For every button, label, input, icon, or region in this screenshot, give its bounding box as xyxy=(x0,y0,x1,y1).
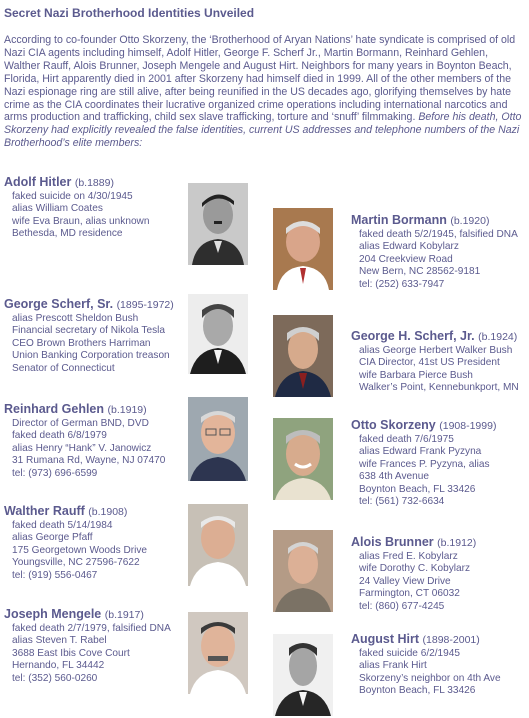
portrait-icon xyxy=(188,612,248,694)
entry-lines xyxy=(4,418,165,480)
entry-line: 31 Rumana Rd, Wayne, NJ 07470 xyxy=(12,455,166,467)
entry-line: 24 Valley View Drive xyxy=(359,575,451,587)
entry-name: Adolf Hitler xyxy=(4,175,72,189)
portrait-icon xyxy=(188,183,248,265)
entry-reinhard-gehlen xyxy=(4,402,165,480)
entry-line: wife Eva Braun, alias unknown xyxy=(12,215,150,227)
portrait-photo-scherf-sr xyxy=(188,294,248,374)
entry-name: George H. Scherf, Jr. xyxy=(351,329,475,343)
portrait-photo-bormann xyxy=(273,208,333,290)
entry-years: (b.1912) xyxy=(437,537,477,549)
portrait-icon xyxy=(273,530,333,612)
portrait-photo-brunner xyxy=(273,530,333,612)
entry-lines xyxy=(351,434,496,508)
intro-paragraph xyxy=(4,34,526,150)
portrait-photo-rauff xyxy=(188,504,248,586)
entry-line: 638 4th Avenue xyxy=(359,471,429,483)
entry-line: New Bern, NC 28562-9181 xyxy=(359,266,481,278)
entry-lines xyxy=(4,623,171,685)
entry-years: (1898-2001) xyxy=(422,634,480,646)
portrait-icon xyxy=(273,418,333,500)
entry-line: faked death 7/6/1975 xyxy=(359,434,454,445)
entry-line: alias William Coates xyxy=(12,203,103,215)
entry-name: George Scherf, Sr. xyxy=(4,297,114,311)
entry-name: August Hirt xyxy=(351,632,420,646)
entry-line: tel: (919) 556-0467 xyxy=(12,569,98,581)
portrait-photo-hirt xyxy=(273,634,333,716)
entry-line: faked suicide 6/2/1945 xyxy=(359,648,461,659)
entry-line: CIA Director, 41st US President xyxy=(359,357,500,369)
entry-years: (1908-1999) xyxy=(439,420,497,432)
entry-line: alias Edward Kobylarz xyxy=(359,241,459,253)
entry-walther-rauff xyxy=(4,504,147,582)
portrait-icon xyxy=(188,294,248,374)
entry-line: wife Barbara Pierce Bush xyxy=(359,369,473,381)
page-title: Secret Nazi Brotherhood Identities Unveiled xyxy=(4,6,255,20)
intro-italic-text: Before his death, Otto Skorzeny had explicitly revealed the false identities, current US addresses and telephone numbers of the Nazi Brotherhood’s elite members: xyxy=(4,111,522,150)
portrait-photo-scherf-jr xyxy=(273,315,333,397)
entry-line: faked suicide on 4/30/1945 xyxy=(12,191,133,202)
entry-martin-bormann xyxy=(351,213,518,291)
entry-lines xyxy=(4,313,174,375)
entry-lines xyxy=(351,229,518,291)
entry-adolf-hitler xyxy=(4,175,149,241)
entry-line: 175 Georgetown Woods Drive xyxy=(12,544,148,556)
portrait-icon xyxy=(273,208,333,290)
entry-line: 204 Creekview Road xyxy=(359,253,453,265)
portrait-photo-mengele xyxy=(188,612,248,694)
entry-line: alias Steven T. Rabel xyxy=(12,635,107,647)
entry-name: Martin Bormann xyxy=(351,213,447,227)
entry-line: alias Frank Hirt xyxy=(359,660,427,672)
entry-line: faked death 5/14/1984 xyxy=(12,520,113,531)
entry-name: Joseph Mengele xyxy=(4,607,102,621)
entry-line: tel: (860) 677-4245 xyxy=(359,600,445,612)
entry-line: tel: (252) 633-7947 xyxy=(359,278,445,290)
entry-line: tel: (352) 560-0260 xyxy=(12,672,98,684)
entry-line: wife Dorothy C. Kobylarz xyxy=(359,563,471,575)
entry-lines xyxy=(351,648,501,698)
entry-line: Boynton Beach, FL 33426 xyxy=(359,685,476,697)
entry-george-scherf-sr xyxy=(4,297,174,375)
entry-years: (b.1917) xyxy=(104,609,144,621)
entry-line: faked death 6/8/1979 xyxy=(12,430,107,442)
entry-otto-skorzeny xyxy=(351,418,496,508)
portrait-icon xyxy=(188,397,248,481)
entry-lines xyxy=(4,520,147,582)
entry-alois-brunner xyxy=(351,535,476,613)
entry-line: alias Edward Frank Pyzyna xyxy=(359,446,482,458)
entry-line: alias Henry “Hank” V. Janowicz xyxy=(12,442,152,454)
entry-years: (b.1889) xyxy=(74,177,114,189)
entry-line: tel: (561) 732-6634 xyxy=(359,496,445,508)
entry-line: CEO Brown Brothers Harriman xyxy=(12,337,151,349)
entry-line: tel: (973) 696-6599 xyxy=(12,467,98,479)
entry-line: alias George Herbert Walker Bush xyxy=(359,345,513,356)
entry-line: Bethesda, MD residence xyxy=(12,228,123,240)
portrait-photo-hitler xyxy=(188,183,248,265)
entry-line: alias George Pfaff xyxy=(12,532,93,544)
portrait-photo-gehlen xyxy=(188,397,248,481)
entry-years: (b.1920) xyxy=(450,215,490,227)
portrait-icon xyxy=(188,504,248,586)
entry-line: faked death 2/7/1979, falsified DNA xyxy=(12,623,171,634)
entry-line: alias Fred E. Kobylarz xyxy=(359,551,458,562)
entry-name: Walther Rauff xyxy=(4,504,85,518)
entry-line: Union Banking Corporation treason xyxy=(12,350,170,362)
portrait-icon xyxy=(273,315,333,397)
entry-line: Boynton Beach, FL 33426 xyxy=(359,483,476,495)
entry-name: Reinhard Gehlen xyxy=(4,402,105,416)
entry-lines xyxy=(351,345,519,395)
entry-line: faked death 5/2/1945, falsified DNA xyxy=(359,229,518,240)
entry-line: Skorzeny’s neighbor on 4th Ave xyxy=(359,672,501,684)
entry-name: Otto Skorzeny xyxy=(351,418,436,432)
entry-george-scherf-jr xyxy=(351,329,519,395)
entry-line: Youngsville, NC 27596-7622 xyxy=(12,557,140,569)
entry-line: Financial secretary of Nikola Tesla xyxy=(12,325,165,337)
portrait-icon xyxy=(273,634,333,716)
entry-august-hirt xyxy=(351,632,501,698)
entry-joseph-mengele xyxy=(4,607,171,685)
entry-years: (1895-1972) xyxy=(116,299,174,311)
entry-lines xyxy=(4,191,149,241)
entry-line: 3688 East Ibis Cove Court xyxy=(12,647,130,659)
intro-text: According to co-founder Otto Skorzeny, the ‘Brotherhood of Aryan Nations’ hate syndicate is comprised of old Nazi CIA agents including himself, Adolf Hitler, George F. Scherf Jr., Martin Bormann, Reinhard Gehlen, Walther Rauff, Alois Brunner, Joseph Mengele and August Hirt. Neighbors for many years in Boynton Beach, Florida, Hirt apparently died in 2001 after Skorzeny had himself died in 1999. All of the other members of the Nazi espionage ring are still alive, after being reunified in the US decades ago, glorifying themselves by hate crime as the CIA coordinates their lucrative organized crime operations including international narcotics and arms production and trafficking, child sex slave trafficking, torture and ‘snuff’ filmmaking. xyxy=(4,34,516,124)
entry-line: Director of German BND, DVD xyxy=(12,418,149,429)
entry-line: alias Prescott Sheldon Bush xyxy=(12,313,139,324)
entry-line: Senator of Connecticut xyxy=(12,362,115,374)
entry-line: Walker’s Point, Kennebunkport, MN xyxy=(359,382,519,394)
entry-line: Farmington, CT 06032 xyxy=(359,588,460,600)
entry-lines xyxy=(351,551,476,613)
entry-line: Hernando, FL 34442 xyxy=(12,660,105,672)
entry-years: (b.1919) xyxy=(107,404,147,416)
entry-name: Alois Brunner xyxy=(351,535,434,549)
entry-line: wife Frances P. Pyzyna, alias xyxy=(359,458,490,470)
entry-years: (b.1924) xyxy=(478,331,518,343)
entry-years: (b.1908) xyxy=(88,506,128,518)
portrait-photo-skorzeny xyxy=(273,418,333,500)
